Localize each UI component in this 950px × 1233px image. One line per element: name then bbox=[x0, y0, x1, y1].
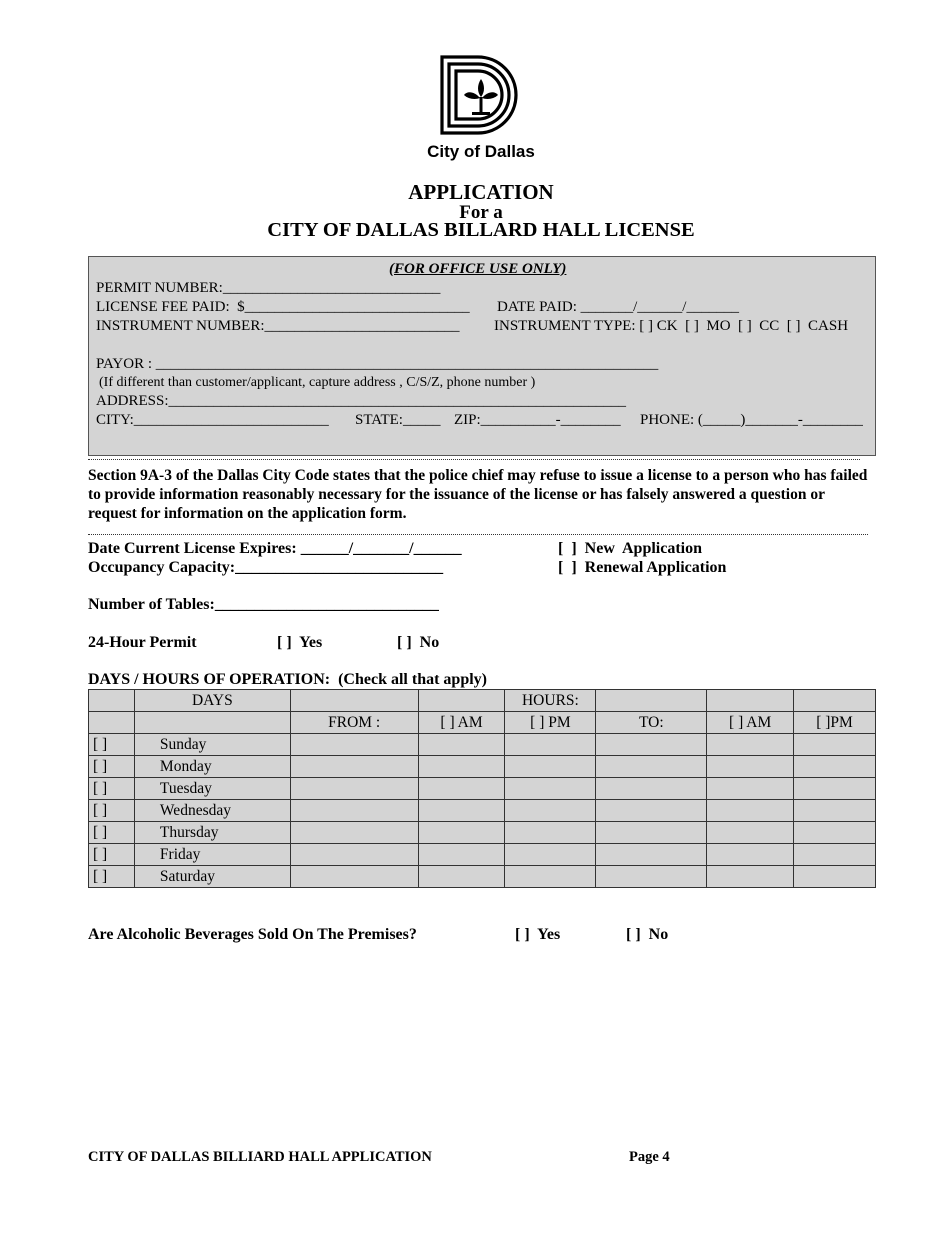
section-notice: Section 9A-3 of the Dallas City Code states that the police chief may refuse to issue a license to a person who has failed to provide information reasonably necessary for the issuance of the license or has falsely answered a question or request for information on the application form. bbox=[88, 467, 868, 522]
day-checkbox[interactable]: [ ] bbox=[89, 800, 135, 822]
to-cell[interactable] bbox=[596, 756, 707, 778]
office-use-box bbox=[88, 256, 876, 456]
day-checkbox[interactable]: [ ] bbox=[89, 756, 135, 778]
title-for-a: For a bbox=[459, 202, 503, 223]
from-cell[interactable] bbox=[290, 844, 418, 866]
day-label: Saturday bbox=[134, 866, 290, 888]
instrument-type-field[interactable]: INSTRUMENT TYPE: [ ] CK [ ] MO [ ] CC [ ] CASH bbox=[494, 318, 849, 334]
zip-field[interactable]: ZIP:__________-________ bbox=[454, 412, 621, 428]
dotted-divider bbox=[88, 459, 860, 460]
day-checkbox[interactable]: [ ] bbox=[89, 734, 135, 756]
page-number: Page 4 bbox=[629, 1149, 670, 1165]
to-header: TO: bbox=[596, 712, 707, 734]
days-hours-table bbox=[88, 689, 876, 888]
to-cell[interactable] bbox=[596, 866, 707, 888]
table-row bbox=[89, 778, 876, 800]
day-label: Thursday bbox=[134, 822, 290, 844]
day-label: Friday bbox=[134, 844, 290, 866]
payor-note: (If different than customer/applicant, capture address , C/S/Z, phone number ) bbox=[99, 375, 536, 390]
from-cell[interactable] bbox=[290, 756, 418, 778]
logo-text: City of Dallas bbox=[427, 142, 535, 161]
from-am-checkbox[interactable]: [ ] AM bbox=[418, 712, 505, 734]
to-cell[interactable] bbox=[596, 822, 707, 844]
day-checkbox[interactable]: [ ] bbox=[89, 844, 135, 866]
from-header: FROM : bbox=[290, 712, 418, 734]
day-label: Monday bbox=[134, 756, 290, 778]
license-expires-field[interactable]: Date Current License Expires: ______/_______/______ bbox=[88, 540, 462, 557]
renewal-application-checkbox[interactable]: [ ] Renewal Application bbox=[558, 559, 727, 576]
from-cell[interactable] bbox=[290, 866, 418, 888]
to-cell[interactable] bbox=[596, 800, 707, 822]
city-field[interactable]: CITY:__________________________ bbox=[96, 412, 329, 428]
from-pm-checkbox[interactable]: [ ] PM bbox=[505, 712, 596, 734]
date-paid-field[interactable]: DATE PAID: _______/______/_______ bbox=[497, 299, 739, 315]
from-cell[interactable] bbox=[290, 778, 418, 800]
table-header-row bbox=[89, 690, 876, 712]
from-cell[interactable] bbox=[290, 800, 418, 822]
table-subheader-row bbox=[89, 712, 876, 734]
day-checkbox[interactable]: [ ] bbox=[89, 822, 135, 844]
day-label: Tuesday bbox=[134, 778, 290, 800]
number-of-tables-field[interactable]: Number of Tables:____________________________ bbox=[88, 596, 439, 613]
permit-number-field[interactable]: PERMIT NUMBER:_____________________________ bbox=[96, 280, 441, 296]
occupancy-field[interactable]: Occupancy Capacity:__________________________ bbox=[88, 559, 444, 576]
day-checkbox[interactable]: [ ] bbox=[89, 866, 135, 888]
to-cell[interactable] bbox=[596, 778, 707, 800]
payor-field[interactable]: PAYOR : ___________________________________________________________________ bbox=[96, 356, 659, 372]
table-row bbox=[89, 866, 876, 888]
new-application-checkbox[interactable]: [ ] New Application bbox=[558, 540, 702, 557]
from-cell[interactable] bbox=[290, 734, 418, 756]
day-label: Sunday bbox=[134, 734, 290, 756]
office-use-header: (FOR OFFICE USE ONLY) bbox=[389, 261, 567, 277]
to-cell[interactable] bbox=[596, 734, 707, 756]
alcohol-yes-checkbox[interactable]: [ ] Yes bbox=[515, 926, 561, 943]
to-cell[interactable] bbox=[596, 844, 707, 866]
from-cell[interactable] bbox=[290, 822, 418, 844]
day-label: Wednesday bbox=[134, 800, 290, 822]
table-row bbox=[89, 844, 876, 866]
license-fee-field[interactable]: LICENSE FEE PAID: $______________________________ bbox=[96, 299, 470, 315]
state-field[interactable]: STATE:_____ bbox=[355, 412, 441, 428]
permit24-yes-checkbox[interactable]: [ ] Yes bbox=[277, 634, 323, 651]
alcohol-question: Are Alcoholic Beverages Sold On The Premises? bbox=[88, 926, 417, 943]
title-license: CITY OF DALLAS BILLARD HALL LICENSE bbox=[267, 219, 695, 241]
footer-title: CITY OF DALLAS BILLIARD HALL APPLICATION bbox=[88, 1149, 432, 1165]
title-application: APPLICATION bbox=[408, 180, 554, 204]
table-row bbox=[89, 756, 876, 778]
city-of-dallas-logo-icon bbox=[440, 55, 522, 135]
table-row bbox=[89, 822, 876, 844]
hours-header: HOURS: bbox=[505, 690, 596, 712]
day-checkbox[interactable]: [ ] bbox=[89, 778, 135, 800]
to-pm-checkbox[interactable]: [ ]PM bbox=[794, 712, 876, 734]
days-header: DAYS bbox=[134, 690, 290, 712]
table-row bbox=[89, 734, 876, 756]
instrument-number-field[interactable]: INSTRUMENT NUMBER:__________________________ bbox=[96, 318, 460, 334]
to-am-checkbox[interactable]: [ ] AM bbox=[707, 712, 794, 734]
permit24-label: 24-Hour Permit bbox=[88, 634, 197, 651]
days-hours-heading: DAYS / HOURS OF OPERATION: (Check all that apply) bbox=[88, 671, 487, 688]
phone-field[interactable]: PHONE: (_____)_______-________ bbox=[640, 412, 863, 428]
dotted-divider bbox=[88, 534, 868, 535]
address-field[interactable]: ADDRESS:_____________________________________________________________ bbox=[96, 393, 627, 409]
table-row bbox=[89, 800, 876, 822]
permit24-no-checkbox[interactable]: [ ] No bbox=[397, 634, 440, 651]
alcohol-no-checkbox[interactable]: [ ] No bbox=[626, 926, 669, 943]
